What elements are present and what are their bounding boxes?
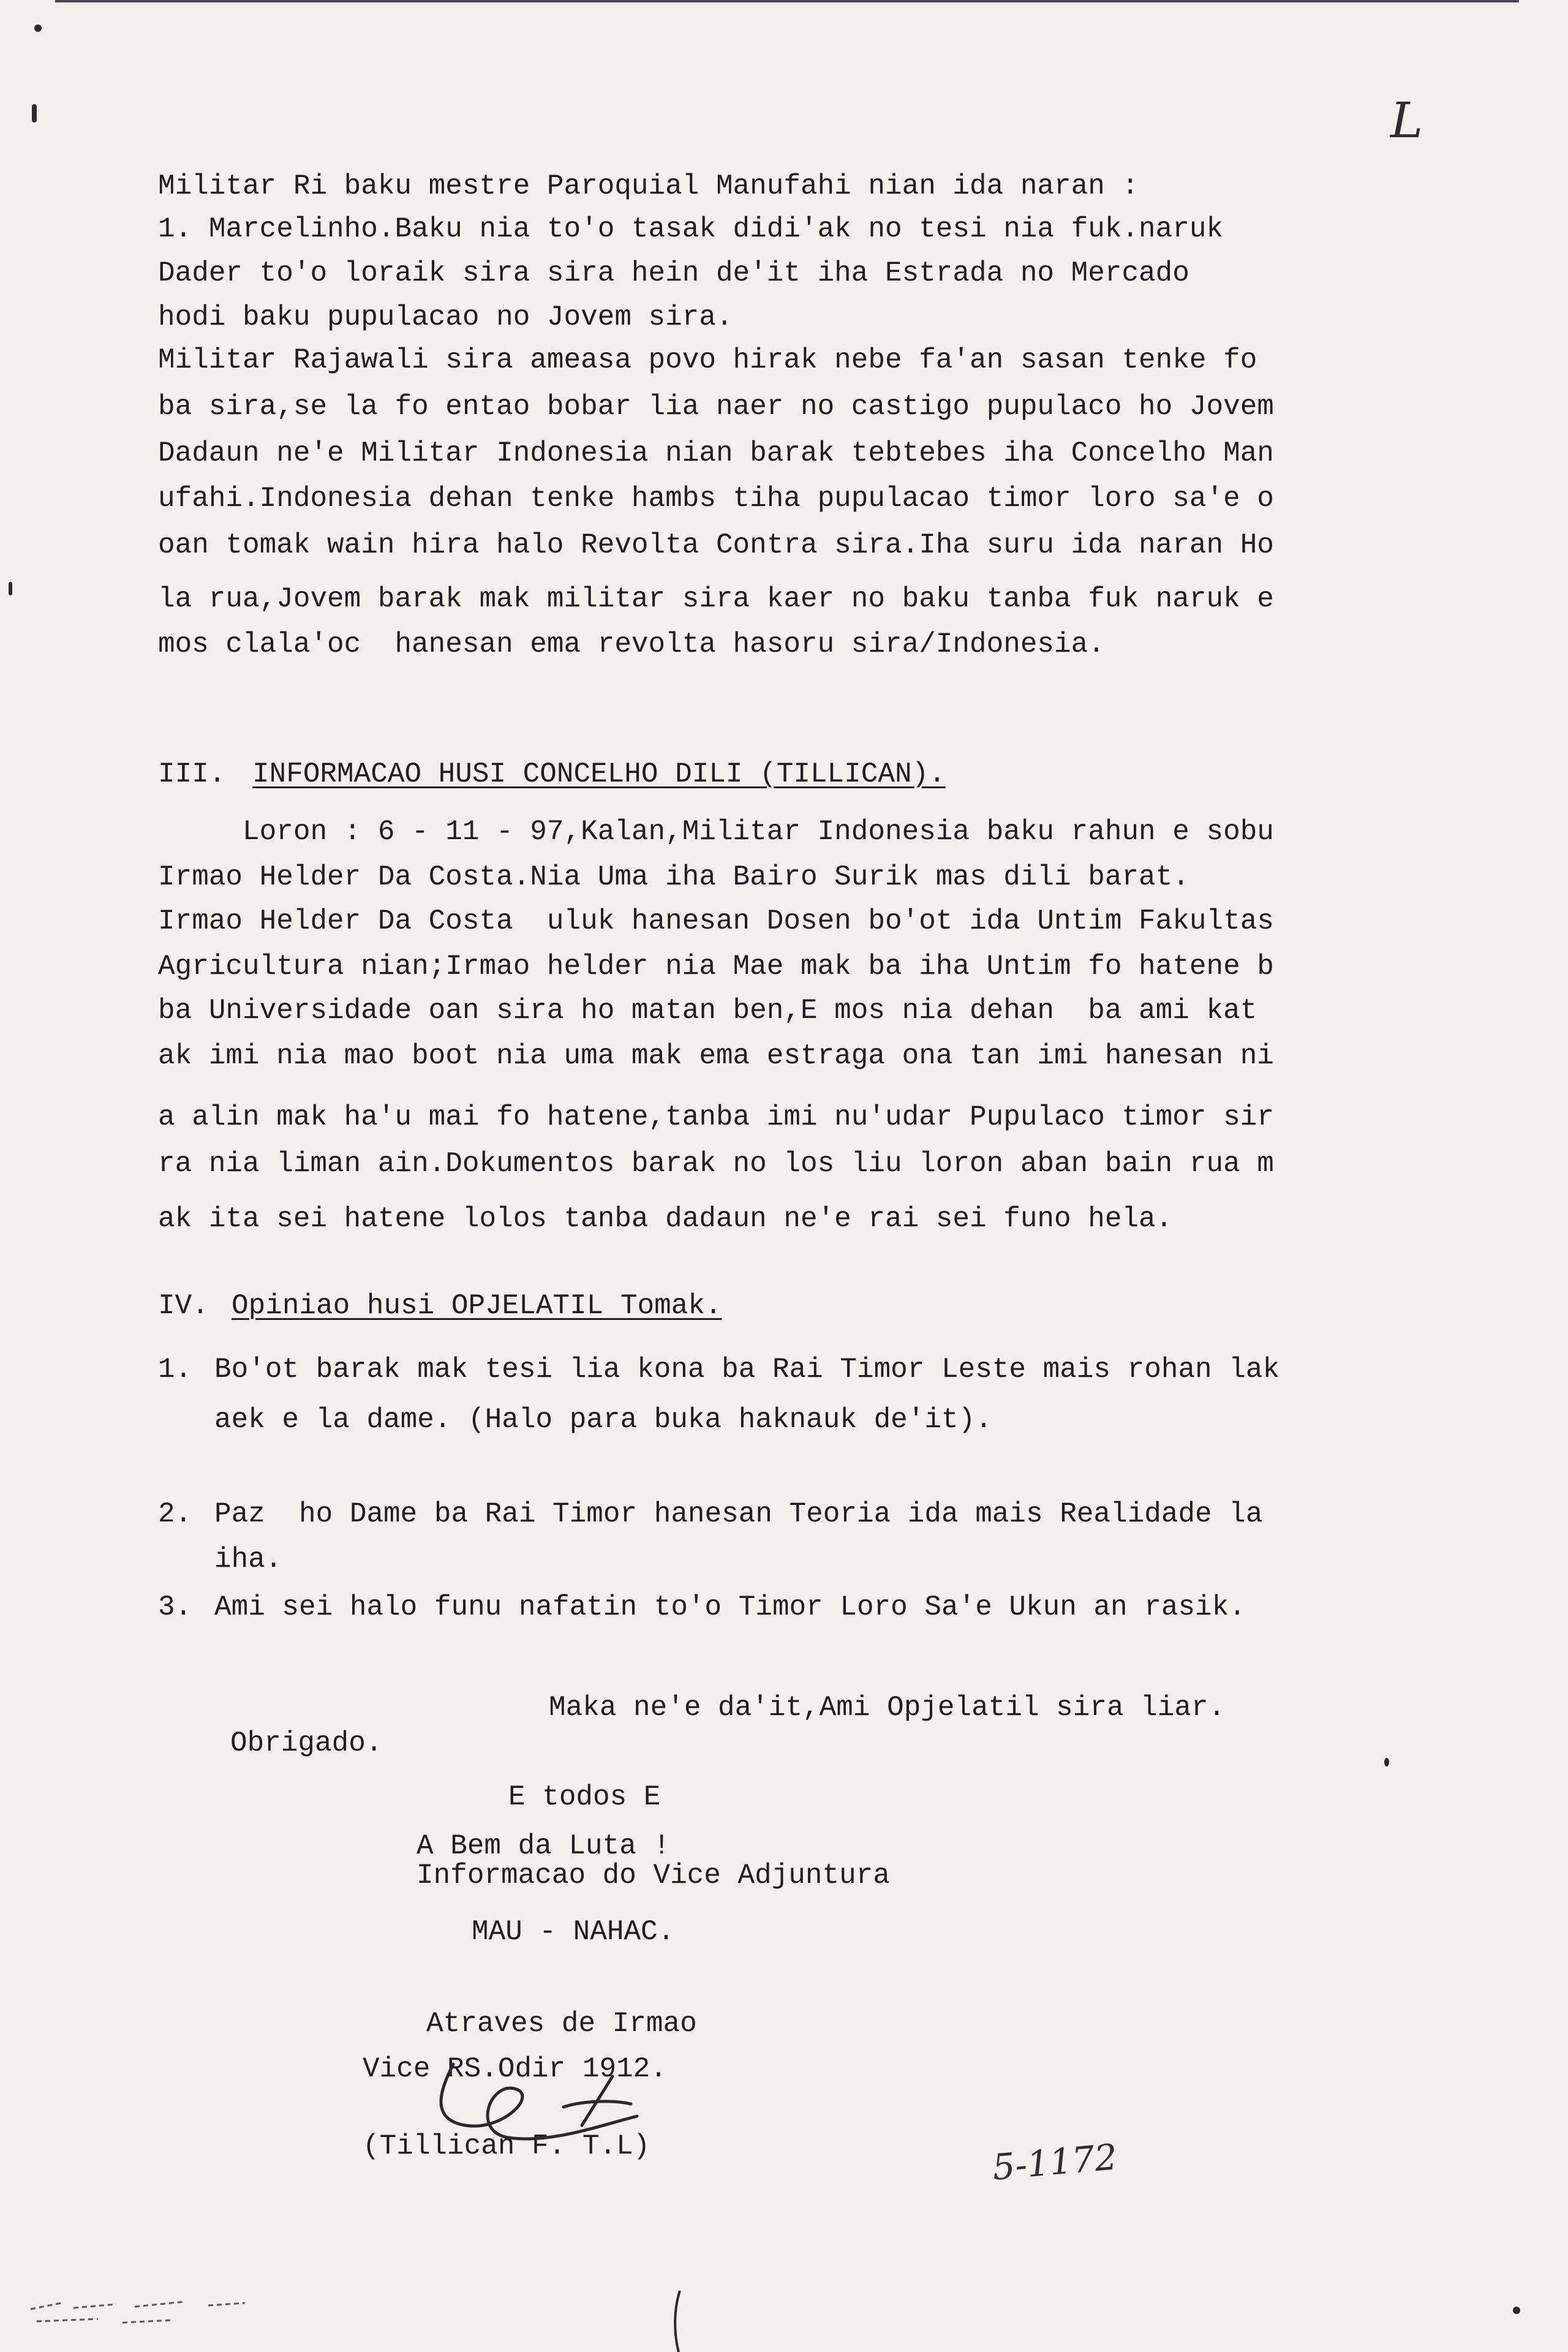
text-line: hodi baku pupulacao no Jovem sira.: [158, 301, 733, 333]
closing-vice: Vice RS.Odir 1912.: [363, 2053, 667, 2085]
text-line: ufahi.Indonesia dehan tenke hambs tiha pupulacao timor loro sa'e o: [158, 483, 1274, 514]
list-item-text: Paz ho Dame ba Rai Timor hanesan Teoria ida mais Realidade la: [214, 1498, 1263, 1530]
list-item-number: 2.: [158, 1498, 192, 1530]
handwritten-note: 5-1172: [990, 2136, 1119, 2188]
section-number: IV.: [158, 1290, 209, 1322]
list-item-text: Bo'ot barak mak tesi lia kona ba Rai Timor Leste mais rohan lak: [214, 1354, 1280, 1385]
margin-stroke: [671, 2291, 684, 2352]
text-line: la rua,Jovem barak mak militar sira kaer no baku tanba fuk naruk e: [158, 583, 1274, 615]
section-heading: INFORMACAO HUSI CONCELHO DILI (TILLICAN).: [252, 758, 946, 790]
text-line: Irmao Helder Da Costa uluk hanesan Dosen bo'ot ida Untim Fakultas: [158, 905, 1274, 937]
margin-speck: [1384, 1758, 1389, 1766]
margin-speck: [1513, 2307, 1520, 2314]
closing-luta: A Bem da Luta !: [417, 1830, 671, 1862]
text-line: ak imi nia mao boot nia uma mak ema estraga ona tan imi hanesan ni: [158, 1040, 1274, 1072]
text-line: Dader to'o loraik sira sira hein de'it iha Estrada no Mercado: [158, 257, 1189, 289]
page-top-edge-line: [55, 0, 1519, 2]
handwritten-signature: [380, 2052, 723, 2156]
text-line: Irmao Helder Da Costa.Nia Uma iha Bairo Surik mas dili barat.: [158, 861, 1189, 893]
list-item-text: aek e la dame. (Halo para buka haknauk de'it).: [214, 1404, 992, 1436]
text-line: ak ita sei hatene lolos tanba dadaun ne'e rai sei funo hela.: [158, 1203, 1173, 1235]
text-line: Agricultura nian;Irmao helder nia Mae mak ba iha Untim fo hatene b: [158, 951, 1274, 982]
text-line: Militar Rajawali sira ameasa povo hirak nebe fa'an sasan tenke fo: [158, 344, 1257, 376]
text-line: Dadaun ne'e Militar Indonesia nian barak tebtebes iha Concelho Man: [158, 437, 1274, 469]
author-name: MAU - NAHAC.: [472, 1916, 675, 1948]
margin-speck: [32, 104, 37, 123]
text-line: Loron : 6 - 11 - 97,Kalan,Militar Indonesia baku rahun e sobu: [158, 816, 1274, 848]
margin-scribble: [24, 2291, 331, 2334]
page-number-mark: L: [1390, 92, 1423, 149]
text-line: oan tomak wain hira halo Revolta Contra sira.Iha suru ida naran Ho: [158, 529, 1274, 561]
closing-todos: E todos E: [508, 1781, 661, 1813]
text-line: 1. Marcelinho.Baku nia to'o tasak didi'ak no tesi nia fuk.naruk: [158, 213, 1224, 245]
text-line: Militar Ri baku mestre Paroquial Manufahi nian ida naran :: [158, 170, 1139, 202]
list-item-number: 3.: [158, 1591, 192, 1623]
margin-speck: [9, 582, 12, 595]
section-heading: Opiniao husi OPJELATIL Tomak.: [232, 1290, 722, 1322]
text-line: ba Universidade oan sira ho matan ben,E mos nia dehan ba ami kat: [158, 995, 1257, 1027]
list-item-text: iha.: [214, 1544, 282, 1575]
closing-info: Informacao do Vice Adjuntura: [417, 1860, 890, 1891]
list-item-text: Ami sei halo funu nafatin to'o Timor Loro Sa'e Ukun an rasik.: [214, 1591, 1246, 1623]
list-item-number: 1.: [158, 1354, 192, 1385]
text-line: a alin mak ha'u mai fo hatene,tanba imi nu'udar Pupulaco timor sir: [158, 1101, 1274, 1133]
text-line: ra nia liman ain.Dokumentos barak no los liu loron aban bain rua m: [158, 1148, 1274, 1180]
margin-speck: [34, 24, 42, 32]
text-line: ba sira,se la fo entao bobar lia naer no castigo pupulaco ho Jovem: [158, 391, 1274, 423]
closing-statement: Maka ne'e da'it,Ami Opjelatil sira liar.: [549, 1692, 1226, 1724]
section-number: III.: [158, 758, 226, 790]
text-line: mos clala'oc hanesan ema revolta hasoru sira/Indonesia.: [158, 628, 1105, 660]
signature-name: (Tillican F. T.L): [363, 2130, 650, 2162]
closing-thanks: Obrigado.: [230, 1727, 383, 1759]
closing-atraves: Atraves de Irmao: [426, 2008, 697, 2040]
